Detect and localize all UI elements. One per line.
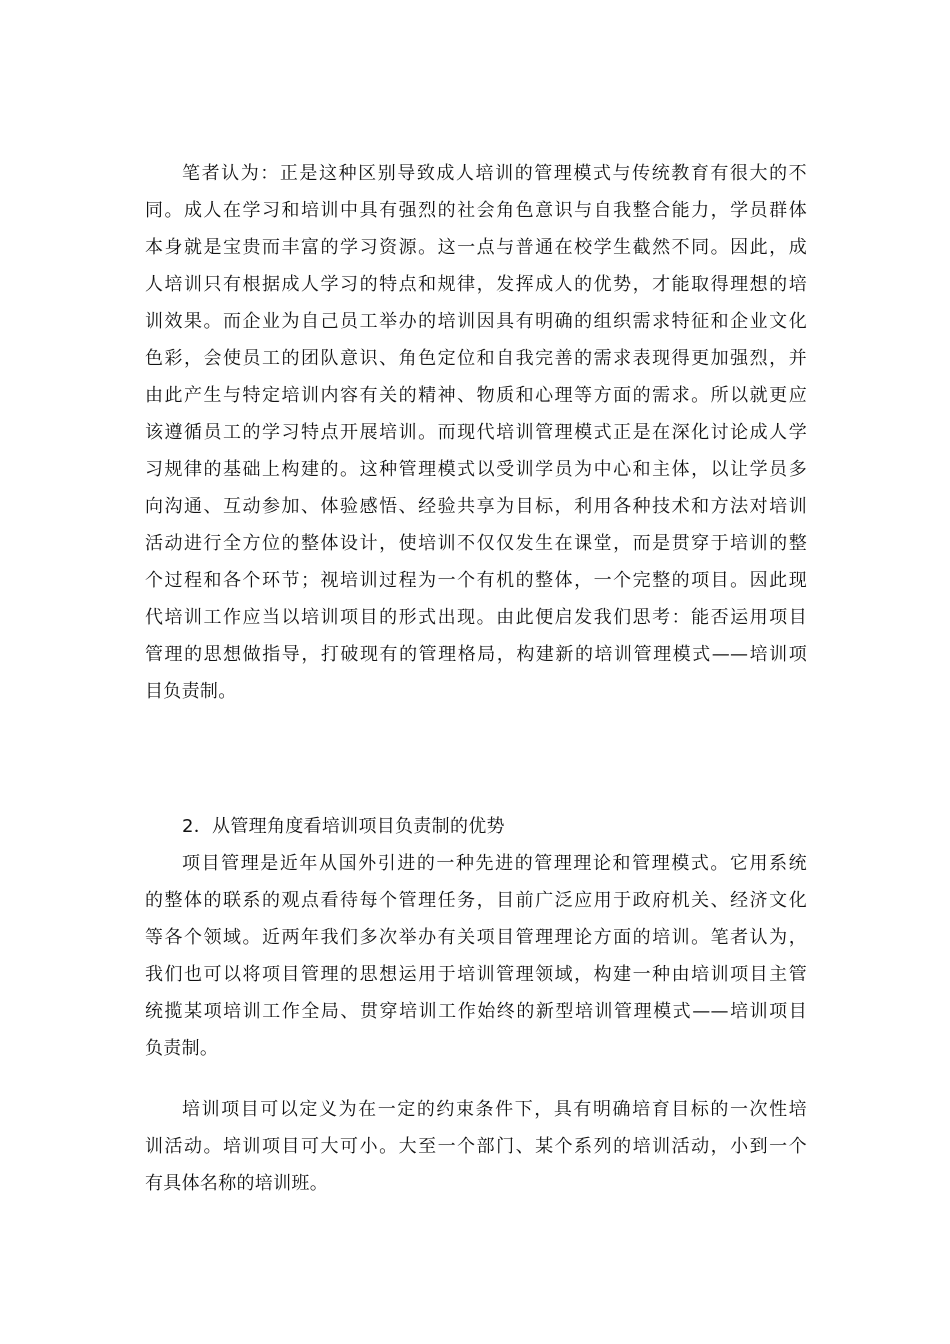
- paragraph-line: 有具体名称的培训班。: [145, 1173, 328, 1194]
- paragraph-line: 笔者认为：正是这种区别导致成人培训的管理模式与传统教育有很大的不: [182, 163, 807, 184]
- paragraph-line: 同。成人在学习和培训中具有强烈的社会角色意识与自我整合能力，学员群体: [145, 200, 807, 221]
- paragraph-line: 目负责制。: [145, 681, 237, 702]
- paragraph-line: 统揽某项培训工作全局、贯穿培训工作始终的新型培训管理模式——培训项目: [145, 1001, 807, 1022]
- paragraph-line: 等各个领域。近两年我们多次举办有关项目管理理论方面的培训。笔者认为，: [145, 927, 807, 948]
- paragraph-line: 由此产生与特定培训内容有关的精神、物质和心理等方面的需求。所以就更应: [145, 385, 807, 406]
- paragraph-line: 色彩，会使员工的团队意识、角色定位和自我完善的需求表现得更加强烈，并: [145, 348, 807, 369]
- paragraph-line: 个过程和各个环节；视培训过程为一个有机的整体，一个完整的项目。因此现: [145, 570, 807, 591]
- paragraph-line: 我们也可以将项目管理的思想运用于培训管理领域，构建一种由培训项目主管: [145, 964, 807, 985]
- paragraph-3: [145, 1091, 807, 1202]
- paragraph-line: 人培训只有根据成人学习的特点和规律，发挥成人的优势，才能取得理想的培: [145, 274, 807, 295]
- paragraph-line: 培训项目可以定义为在一定的约束条件下，具有明确培育目标的一次性培: [182, 1099, 807, 1120]
- section-heading-block: [145, 808, 807, 845]
- paragraph-line: 负责制。: [145, 1038, 219, 1059]
- paragraph-line: 项目管理是近年从国外引进的一种先进的管理理论和管理模式。它用系统: [182, 853, 807, 874]
- paragraph-line: 习规律的基础上构建的。这种管理模式以受训学员为中心和主体，以让学员多: [145, 459, 807, 480]
- paragraph-line: 的整体的联系的观点看待每个管理任务，目前广泛应用于政府机关、经济文化: [145, 890, 807, 911]
- paragraph-line: 训效果。而企业为自己员工举办的培训因具有明确的组织需求特征和企业文化: [145, 311, 807, 332]
- paragraph-line: 代培训工作应当以培训项目的形式出现。由此便启发我们思考：能否运用项目: [145, 607, 807, 628]
- section-heading: 2．从管理角度看培训项目负责制的优势: [182, 816, 505, 837]
- paragraph-line: 该遵循员工的学习特点开展培训。而现代培训管理模式正是在深化讨论成人学: [145, 422, 807, 443]
- paragraph-line: 活动进行全方位的整体设计，使培训不仅仅发生在课堂，而是贯穿于培训的整: [145, 533, 807, 554]
- paragraph-1: [145, 155, 807, 710]
- paragraph-line: 本身就是宝贵而丰富的学习资源。这一点与普通在校学生截然不同。因此，成: [145, 237, 807, 258]
- paragraph-line: 训活动。培训项目可大可小。大至一个部门、某个系列的培训活动，小到一个: [145, 1136, 807, 1157]
- paragraph-line: 管理的思想做指导，打破现有的管理格局，构建新的培训管理模式——培训项: [145, 644, 807, 665]
- paragraph-line: 向沟通、互动参加、体验感悟、经验共享为目标，利用各种技术和方法对培训: [145, 496, 807, 517]
- paragraph-2: [145, 845, 807, 1067]
